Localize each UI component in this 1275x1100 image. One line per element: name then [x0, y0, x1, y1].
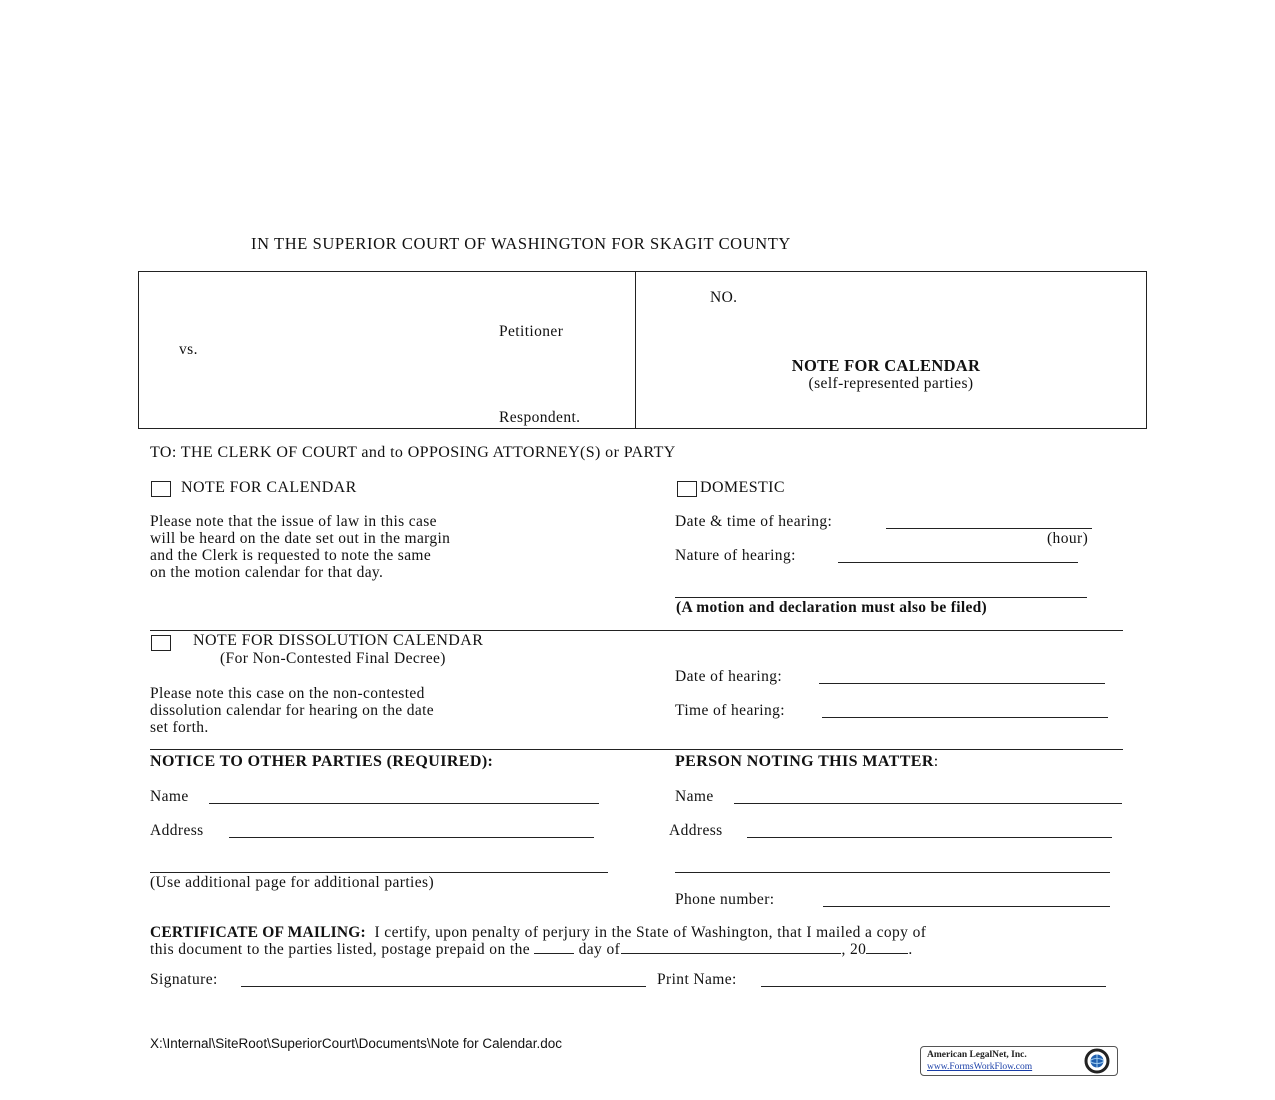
caption-divider: [635, 271, 636, 428]
date-time-hearing-field[interactable]: [886, 528, 1092, 529]
file-path: X:\Internal\SiteRoot\SuperiorCourt\Documents\Note for Calendar.doc: [150, 1036, 562, 1051]
phone-number-field[interactable]: [823, 906, 1110, 907]
section-divider: [150, 630, 1123, 631]
body-line: Please note this case on the non-contested: [150, 685, 425, 702]
nature-hearing-field[interactable]: [838, 562, 1078, 563]
mailing-day-field[interactable]: [534, 953, 574, 954]
body-line: and the Clerk is requested to note the same: [150, 547, 432, 564]
notice-address-field-2[interactable]: [150, 872, 608, 873]
petitioner-label: Petitioner: [499, 323, 564, 340]
person-heading-text: PERSON NOTING THIS MATTER: [675, 753, 934, 770]
court-title: IN THE SUPERIOR COURT OF WASHINGTON FOR SKAGIT COUNTY: [251, 234, 791, 253]
person-address-field[interactable]: [747, 837, 1112, 838]
section-divider: [150, 749, 1123, 750]
publisher-logo[interactable]: [920, 1046, 1118, 1076]
nature-hearing-field-2[interactable]: [675, 597, 1087, 598]
domestic-label: DOMESTIC: [700, 479, 785, 496]
case-number-label: NO.: [710, 289, 738, 306]
date-of-hearing-field[interactable]: [819, 683, 1105, 684]
logo-url: www.FormsWorkFlow.com: [927, 1062, 1033, 1072]
certificate-line-2: [150, 941, 913, 959]
phone-number-label: Phone number:: [675, 891, 775, 908]
notice-name-field[interactable]: [209, 803, 599, 804]
caption-box: [138, 271, 1147, 429]
mailing-month-field[interactable]: [621, 953, 841, 954]
signature-field[interactable]: [241, 986, 646, 987]
certificate-text-1: I certify, upon penalty of perjury in the State of Washington, that I mailed a copy of: [374, 924, 927, 941]
person-heading: [675, 753, 939, 771]
body-line: dissolution calendar for hearing on the date: [150, 702, 434, 719]
dissolution-sub-label: (For Non-Contested Final Decree): [220, 650, 446, 667]
body-line: will be heard on the date set out in the margin: [150, 530, 451, 547]
globe-icon: [1077, 1047, 1115, 1075]
body-line: set forth.: [150, 719, 209, 736]
certificate-line-1: [150, 924, 926, 942]
person-name-field[interactable]: [734, 803, 1122, 804]
body-line: Please note that the issue of law in this case: [150, 513, 437, 530]
vs-label: vs.: [179, 341, 198, 358]
print-name-field[interactable]: [761, 986, 1106, 987]
time-of-hearing-label: Time of hearing:: [675, 702, 786, 719]
nature-hearing-label: Nature of hearing:: [675, 547, 796, 564]
dissolution-body: [150, 685, 434, 736]
respondent-label: Respondent.: [499, 409, 581, 426]
to-line: TO: THE CLERK OF COURT and to OPPOSING ATTORNEY(S) or PARTY: [150, 444, 676, 461]
certificate-text-2d: .: [908, 941, 913, 958]
time-of-hearing-field[interactable]: [822, 717, 1108, 718]
note-for-calendar-body: [150, 513, 450, 581]
notice-address-field[interactable]: [229, 837, 594, 838]
certificate-text-2b: day of: [578, 941, 621, 958]
person-address-label: Address: [669, 822, 723, 839]
person-address-field-2[interactable]: [675, 872, 1110, 873]
domestic-checkbox[interactable]: [677, 481, 697, 497]
date-time-hearing-label: Date & time of hearing:: [675, 513, 833, 530]
certificate-heading: CERTIFICATE OF MAILING:: [150, 924, 366, 941]
signature-label: Signature:: [150, 971, 218, 988]
person-name-label: Name: [675, 788, 714, 805]
mailing-year-field[interactable]: [866, 953, 908, 954]
dissolution-label: NOTE FOR DISSOLUTION CALENDAR: [193, 632, 484, 649]
document-subtitle: (self-represented parties): [808, 375, 974, 392]
hour-label: (hour): [1047, 530, 1089, 547]
certificate-text-2c: , 20: [841, 941, 867, 958]
notice-heading: NOTICE TO OTHER PARTIES (REQUIRED):: [150, 753, 494, 770]
notice-address-label: Address: [150, 822, 204, 839]
note-for-calendar-label: NOTE FOR CALENDAR: [181, 479, 357, 496]
date-of-hearing-label: Date of hearing:: [675, 668, 783, 685]
logo-company: American LegalNet, Inc.: [927, 1050, 1027, 1060]
document-title: NOTE FOR CALENDAR: [791, 356, 981, 375]
person-heading-colon: :: [933, 753, 939, 770]
motion-note: (A motion and declaration must also be filed): [676, 599, 988, 616]
body-line: on the motion calendar for that day.: [150, 564, 384, 581]
dissolution-checkbox[interactable]: [151, 635, 171, 651]
print-name-label: Print Name:: [657, 971, 737, 988]
note-for-calendar-checkbox[interactable]: [151, 481, 171, 497]
notice-name-label: Name: [150, 788, 189, 805]
additional-parties-note: (Use additional page for additional parties): [150, 874, 435, 891]
certificate-text-2a: this document to the parties listed, postage prepaid on the: [150, 941, 531, 958]
